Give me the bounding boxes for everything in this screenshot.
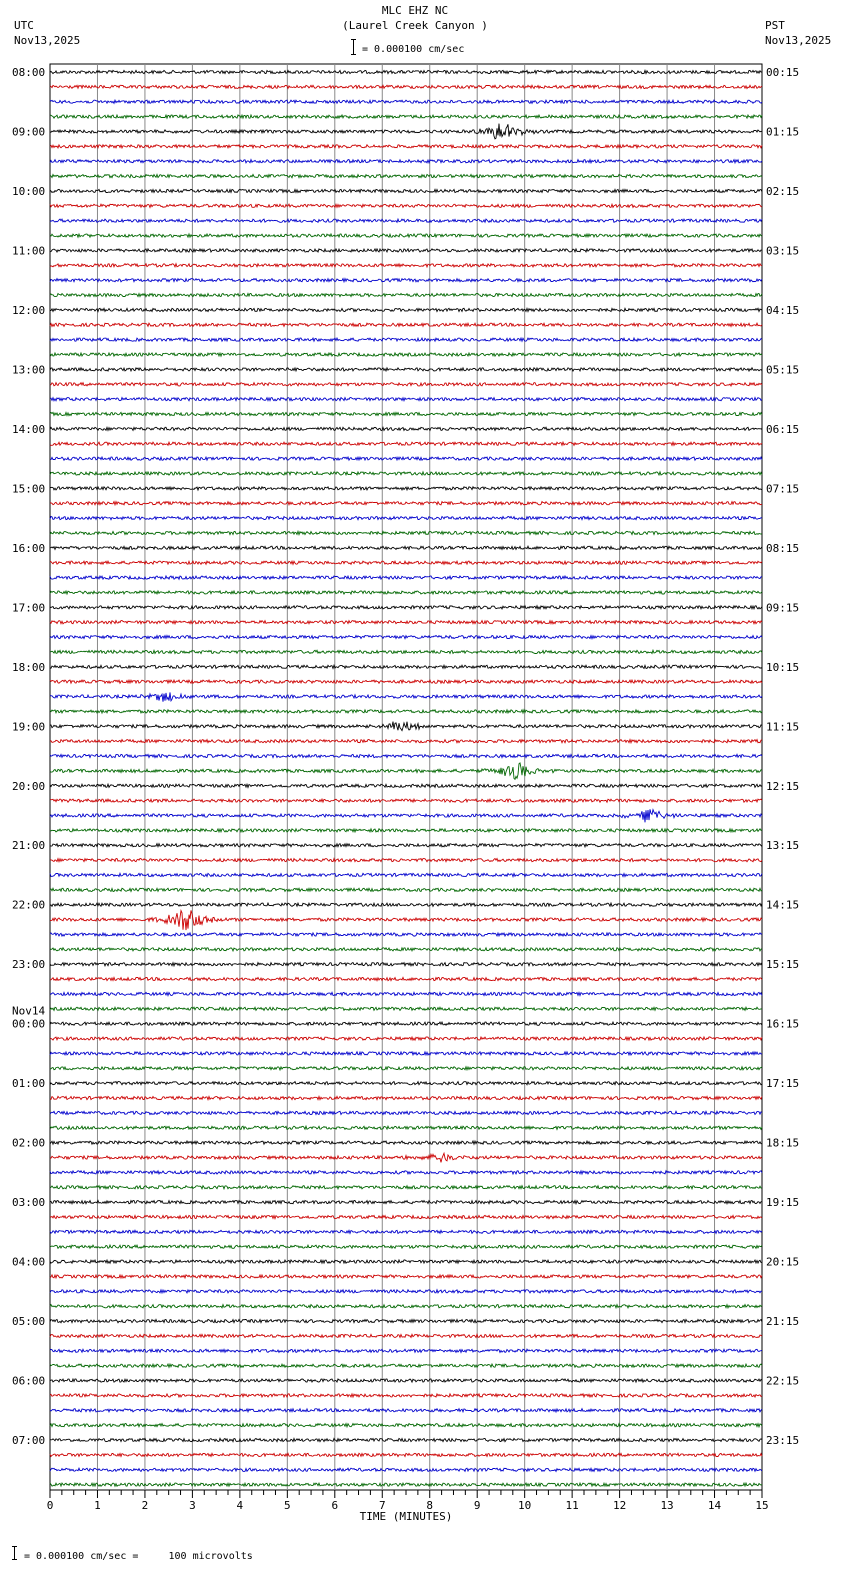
pst-hour-label: 00:15	[766, 66, 800, 79]
seismic-trace-14	[50, 264, 762, 267]
pst-hour-label: 06:15	[766, 422, 800, 436]
seismic-trace-50	[50, 799, 762, 802]
pst-hour-label: 17:15	[766, 1077, 800, 1091]
seismic-trace-45	[50, 722, 762, 731]
seismic-trace-16	[50, 294, 762, 297]
utc-hour-label: 01:00	[12, 1077, 46, 1091]
utc-hour-label: 07:00	[12, 1434, 46, 1448]
pst-hour-label: 11:15	[766, 720, 800, 734]
station-location: (Laurel Creek Canyon )	[342, 19, 488, 32]
seismic-trace-15	[50, 279, 762, 282]
x-tick-label: 2	[141, 1499, 149, 1512]
left-timezone: UTC	[14, 19, 34, 32]
seismic-trace-4	[50, 115, 762, 118]
seismic-trace-73	[50, 1141, 762, 1144]
utc-hour-label: 19:00	[12, 720, 46, 734]
utc-hour-label: 15:00	[12, 482, 46, 496]
pst-hour-label: 07:15	[766, 482, 800, 496]
seismic-trace-27	[50, 457, 762, 460]
footer-scale-bar-icon	[14, 1546, 15, 1560]
seismic-trace-11	[50, 219, 762, 222]
left-date: Nov13,2025	[14, 34, 81, 47]
seismic-trace-87	[50, 1349, 762, 1352]
seismic-trace-19	[50, 338, 762, 341]
seismic-trace-36	[50, 591, 762, 594]
utc-hour-label: 06:00	[12, 1374, 46, 1388]
seismic-trace-53	[50, 844, 762, 847]
footer-scale-note: = 0.000100 cm/sec = 100 microvolts	[24, 1551, 253, 1562]
seismic-trace-74	[50, 1153, 762, 1162]
seismic-trace-59	[50, 933, 762, 936]
seismic-trace-24	[50, 412, 762, 415]
seismic-trace-90	[50, 1394, 762, 1397]
x-tick-label: 9	[473, 1499, 481, 1512]
seismic-trace-52	[50, 829, 762, 832]
seismic-trace-83	[50, 1290, 762, 1293]
seismic-trace-8	[50, 175, 762, 178]
utc-hour-label: 21:00	[12, 839, 46, 853]
seismic-trace-68	[50, 1067, 762, 1070]
seismic-trace-62	[50, 978, 762, 981]
utc-hour-label: 05:00	[12, 1315, 46, 1329]
pst-hour-label: 18:15	[766, 1136, 800, 1150]
right-date: Nov13,2025	[765, 34, 832, 47]
seismic-trace-81	[50, 1260, 762, 1263]
seismic-trace-91	[50, 1409, 762, 1412]
seismic-trace-80	[50, 1245, 762, 1248]
seismic-trace-76	[50, 1186, 762, 1189]
seismic-trace-48	[50, 763, 762, 779]
seismic-trace-95	[50, 1468, 762, 1471]
seismic-trace-54	[50, 859, 762, 862]
x-tick-label: 7	[378, 1499, 386, 1512]
utc-hour-label: 10:00	[12, 184, 46, 198]
utc-hour-label: 09:00	[12, 125, 46, 139]
seismic-trace-82	[50, 1275, 762, 1278]
seismic-trace-42	[50, 680, 762, 683]
seismic-trace-7	[50, 160, 762, 163]
seismic-trace-58	[50, 910, 762, 930]
pst-hour-label: 05:15	[766, 363, 800, 377]
x-tick-label: 0	[46, 1499, 54, 1512]
seismic-trace-18	[50, 323, 762, 326]
x-tick-label: 1	[94, 1499, 101, 1512]
utc-hour-label: 20:00	[12, 779, 46, 793]
seismic-trace-32	[50, 531, 762, 534]
seismic-trace-94	[50, 1453, 762, 1456]
utc-hour-label: 08:00	[12, 66, 46, 79]
seismic-trace-70	[50, 1096, 762, 1099]
seismic-trace-25	[50, 427, 762, 430]
seismic-trace-47	[50, 754, 762, 757]
x-axis-label: TIME (MINUTES)	[359, 1510, 453, 1523]
seismic-trace-37	[50, 606, 762, 609]
seismic-trace-43	[50, 692, 762, 701]
utc-hour-label: 16:00	[12, 541, 46, 555]
seismic-trace-64	[50, 1007, 762, 1010]
x-tick-label: 12	[612, 1499, 627, 1512]
seismic-trace-84	[50, 1305, 762, 1308]
seismic-trace-46	[50, 740, 762, 743]
utc-hour-label: 23:00	[12, 958, 46, 972]
x-tick-label: 8	[426, 1499, 434, 1512]
pst-hour-label: 22:15	[766, 1374, 800, 1388]
seismic-trace-29	[50, 487, 762, 490]
seismic-trace-60	[50, 948, 762, 951]
x-tick-label: 15	[755, 1499, 769, 1512]
seismic-trace-61	[50, 963, 762, 966]
seismic-trace-30	[50, 502, 762, 505]
seismic-trace-41	[50, 665, 762, 668]
seismic-trace-85	[50, 1320, 762, 1323]
seismic-trace-71	[50, 1111, 762, 1114]
x-tick-label: 13	[660, 1499, 674, 1512]
x-tick-label: 6	[331, 1499, 339, 1512]
seismic-trace-13	[50, 249, 762, 252]
seismic-trace-38	[50, 621, 762, 624]
seismic-trace-49	[50, 784, 762, 787]
seismic-trace-22	[50, 383, 762, 386]
seismic-trace-66	[50, 1037, 762, 1040]
seismic-trace-23	[50, 398, 762, 401]
seismic-trace-17	[50, 308, 762, 311]
right-timezone: PST	[765, 19, 785, 32]
pst-hour-label: 04:15	[766, 303, 800, 317]
seismic-trace-28	[50, 472, 762, 475]
seismic-trace-96	[50, 1483, 762, 1486]
seismic-trace-92	[50, 1424, 762, 1427]
seismic-trace-88	[50, 1364, 762, 1367]
pst-hour-label: 13:15	[766, 839, 800, 853]
seismic-trace-78	[50, 1215, 762, 1218]
x-tick-label: 10	[518, 1499, 532, 1512]
x-tick-label: 11	[565, 1499, 579, 1512]
seismic-trace-89	[50, 1379, 762, 1382]
x-tick-label: 4	[236, 1499, 244, 1512]
seismic-trace-75	[50, 1171, 762, 1174]
seismic-trace-10	[50, 204, 762, 207]
scale-label: = 0.000100 cm/sec	[362, 44, 465, 55]
x-tick-label: 5	[284, 1499, 291, 1512]
seismic-trace-65	[50, 1022, 762, 1025]
seismic-trace-35	[50, 576, 762, 579]
utc-hour-label: 04:00	[12, 1255, 46, 1269]
seismic-trace-31	[50, 517, 762, 520]
utc-hour-label: 00:00	[12, 1017, 46, 1031]
pst-hour-label: 12:15	[766, 779, 800, 793]
utc-hour-label: 17:00	[12, 601, 46, 615]
seismic-trace-44	[50, 710, 762, 713]
utc-hour-label: 11:00	[12, 244, 46, 258]
seismic-trace-1	[50, 70, 762, 73]
seismic-trace-2	[50, 85, 762, 88]
seismic-trace-72	[50, 1126, 762, 1129]
seismic-trace-55	[50, 873, 762, 876]
utc-hour-label: 03:00	[12, 1196, 46, 1210]
utc-date-label: Nov14	[12, 1004, 46, 1018]
seismic-trace-57	[50, 903, 762, 906]
seismic-trace-26	[50, 442, 762, 445]
pst-hour-label: 23:15	[766, 1434, 800, 1448]
pst-hour-label: 10:15	[766, 660, 800, 674]
seismic-trace-20	[50, 353, 762, 356]
pst-hour-label: 01:15	[766, 125, 800, 139]
seismic-trace-51	[50, 809, 762, 822]
utc-hour-label: 13:00	[12, 363, 46, 377]
seismic-trace-12	[50, 234, 762, 237]
seismic-trace-39	[50, 636, 762, 639]
seismic-trace-67	[50, 1052, 762, 1055]
seismic-trace-33	[50, 546, 762, 549]
x-tick-label: 3	[189, 1499, 196, 1512]
pst-hour-label: 15:15	[766, 958, 800, 972]
seismic-trace-77	[50, 1201, 762, 1204]
seismic-trace-9	[50, 189, 762, 192]
pst-hour-label: 02:15	[766, 184, 800, 198]
pst-hour-label: 16:15	[766, 1017, 800, 1031]
seismic-trace-93	[50, 1438, 762, 1441]
pst-hour-label: 19:15	[766, 1196, 800, 1210]
seismic-trace-40	[50, 650, 762, 653]
pst-hour-label: 03:15	[766, 244, 800, 258]
utc-hour-label: 18:00	[12, 660, 46, 674]
utc-hour-label: 22:00	[12, 898, 46, 912]
utc-hour-label: 12:00	[12, 303, 46, 317]
pst-hour-label: 09:15	[766, 601, 800, 615]
seismic-trace-69	[50, 1082, 762, 1085]
seismic-trace-79	[50, 1230, 762, 1233]
pst-hour-label: 14:15	[766, 898, 800, 912]
pst-hour-label: 08:15	[766, 541, 800, 555]
seismic-trace-6	[50, 145, 762, 148]
seismic-trace-63	[50, 992, 762, 995]
utc-hour-label: 14:00	[12, 422, 46, 436]
seismic-trace-56	[50, 888, 762, 891]
x-tick-label: 14	[707, 1499, 722, 1512]
utc-hour-label: 02:00	[12, 1136, 46, 1150]
pst-hour-label: 20:15	[766, 1255, 800, 1269]
seismic-trace-34	[50, 561, 762, 564]
seismic-trace-86	[50, 1334, 762, 1337]
seismic-trace-3	[50, 100, 762, 103]
station-title: MLC EHZ NC	[381, 4, 449, 17]
pst-hour-label: 21:15	[766, 1315, 800, 1329]
seismic-trace-21	[50, 368, 762, 371]
seismic-trace-5	[50, 124, 762, 139]
